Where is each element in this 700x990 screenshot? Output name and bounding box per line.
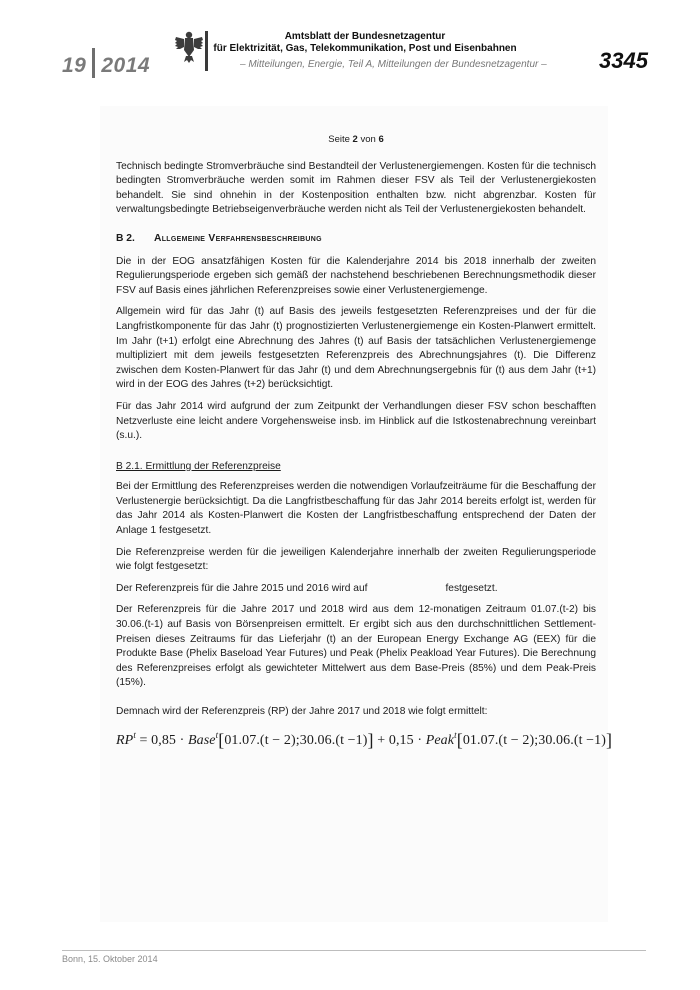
issue-number: 19 (62, 54, 87, 77)
footer-divider (62, 950, 646, 951)
gazette-title-line2: für Elektrizität, Gas, Telekommunikation, Post und Eisenbahnen (213, 43, 517, 54)
gazette-subtitle: – Mitteilungen, Energie, Teil A, Mitteilungen der Bundesnetzagentur – (240, 59, 547, 70)
paragraph-2: Die in der EOG ansatzfähigen Kosten für die Kalenderjahre 2014 bis 2018 innerhalb der zweiten Regulierungsperiode ergeben sich gemäß der nachstehend beschriebenen Berechnungsmethodik dieser FSV auf Basis eines jährlichen Referenzpreises sowie einer Verlustenergiemenge. (116, 255, 596, 296)
paragraph-4: Für das Jahr 2014 wird aufgrund der zum Zeitpunkt der Verhandlungen dieser FSV schon beschafften Netzverluste eine leicht andere Vorgehensweise insb. im Hinblick auf die Istkostenabrechnung vereinbart (s.u.). (116, 400, 596, 442)
issue-separator (92, 48, 95, 78)
footer-date: Bonn, 15. Oktober 2014 (62, 954, 158, 964)
header-divider (205, 31, 208, 71)
federal-eagle-icon (174, 30, 204, 64)
paragraph-6: Die Referenzpreise werden für die jeweiligen Kalenderjahre innerhalb der zweiten Regulierungsperiode wie folgt festgesetzt: (116, 546, 596, 573)
section-title: Allgemeine Verfahrensbeschreibung (154, 232, 322, 244)
page-number: 3345 (599, 48, 648, 73)
paragraph-1: Technisch bedingte Stromverbräuche sind Bestandteil der Verlustenergiemengen. Kosten für die technisch bedingten Stromverbräuche werden somit im Rahmen dieser FSV als Teil der Verlustenergiekosten behandelt. Sie sind ohnehin in der Kostenposition enthalten bzw. nicht abgrenzbar. Kosten für verwaltungsbedingte Betriebseigenverbräuche werden nicht als Teil der Verlustenergiekosten behandelt. (116, 160, 596, 216)
paragraph-3: Allgemein wird für das Jahr (t) auf Basis des jeweils festgesetzten Referenzpreises und der für die Langfristkomponente für das Jahr (t) prognostizierten Verlustenergiemenge ein Kosten-Planwert ermittelt. Im Jahr (t+1) erfolgt eine Abrechnung des Jahres (t) auf Basis der tatsächlichen Verlustenergiemenge multipliziert mit dem jeweils festgesetzten Referenzpreis des Abrechnungsjahres (t). Die Differenz zwischen dem Kosten-Planwert für das Jahr (t) und dem Abrechnungsergebnis für (t) aus dem Jahr (t+1) wird in der EOG des Jahres (t+2) berücksichtigt. (116, 306, 596, 391)
gazette-title-line1: Amtsblatt der Bundesnetzagentur (284, 31, 446, 42)
paragraph-7: Der Referenzpreis für die Jahre 2015 und 2016 wird auf festgesetzt. (116, 582, 498, 594)
subsection-heading: B 2.1. Ermittlung der Referenzpreise (116, 460, 281, 472)
section-heading (116, 232, 596, 247)
paragraph-8: Der Referenzpreis für die Jahre 2017 und 2018 wird aus dem 12-monatigen Zeitraum 01.07.(t-2) bis 30.06.(t-1) auf Basis von Börsenpreisen ermittelt. Er ergibt sich aus den durchschnittlichen Settlement-Preisen dieses Zeitraums für das Lieferjahr (t) an der European Energy Exchange AG (EEX) für die Produkte Base (Phelix Baseload Year Futures) und Peak (Phelix Peakload Year Futures). Die Berechnung des Referenzpreises erfolgt als gewichteter Mittelwert aus dem Base-Preis (85%) und dem Peak-Preis (15%). (116, 604, 596, 689)
issue-label (62, 48, 150, 78)
paragraph-9: Demnach wird der Referenzpreis (RP) der Jahre 2017 und 2018 wie folgt ermittelt: (116, 706, 488, 717)
page-indicator: Seite 2 von 6 (328, 134, 384, 145)
issue-year: 2014 (101, 54, 151, 77)
section-number: B 2. (116, 232, 135, 244)
gazette-title (210, 31, 520, 55)
document-body (116, 133, 613, 750)
paragraph-5: Bei der Ermittlung des Referenzpreises werden die notwendigen Vorlaufzeiträume für die Beschaffung der Verlustenergie berücksichtigt. Da die Langfristbeschaffung für das Jahr 2014 bereits erfolgt ist, werden für das Jahr 2014 als Kosten-Planwert die Kosten der Langfristbeschaffung entsprechend der Daten der Anlage 1 festgesetzt. (116, 481, 596, 537)
reference-price-formula: $RP^t = 0,85$ · Base$^t$[01.07.(t − 2);30.06.(t −1)] + 0,15 · Peak$^t$[01.07.(t − 2);30.06.(t −1)] (116, 729, 613, 750)
